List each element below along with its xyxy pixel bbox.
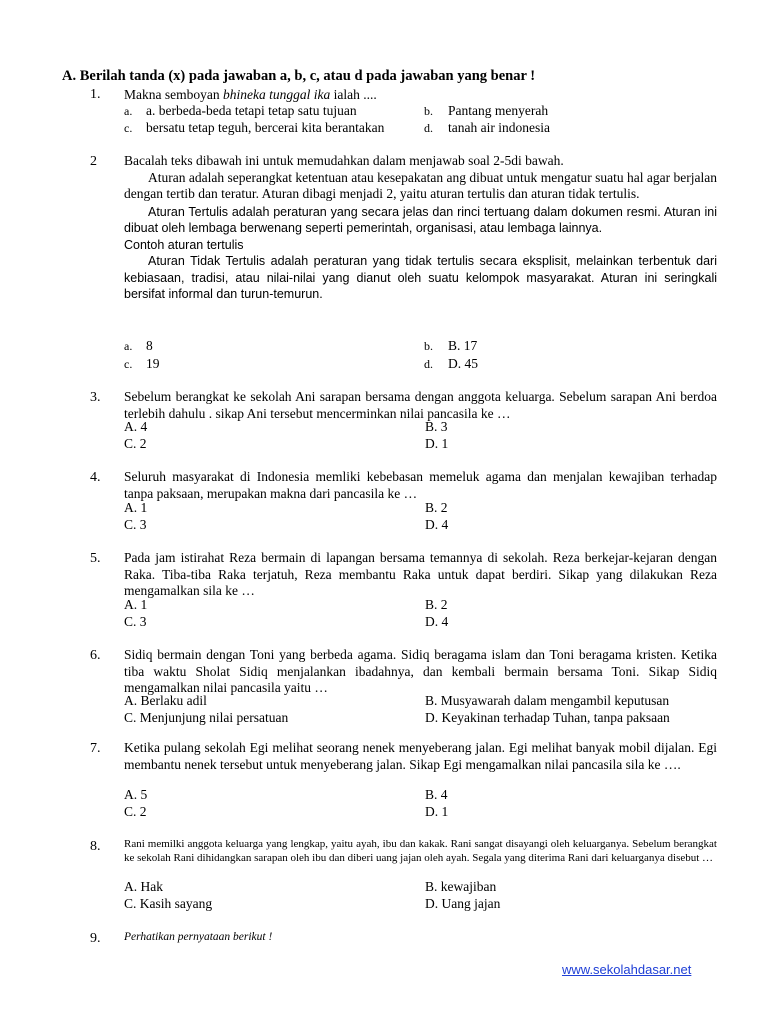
question-number: 9. (90, 931, 101, 946)
passage-intro: Bacalah teks dibawah ini untuk memudahkan dalam menjawab soal 2-5di bawah. (124, 153, 564, 168)
option-text: 19 (146, 356, 160, 371)
option-label: d. (424, 357, 433, 371)
question-stem: Perhatikan pernyataan berikut ! (124, 931, 273, 943)
option-text: B. 2 (425, 597, 448, 612)
option-text: A. 4 (124, 419, 148, 434)
passage-paragraph: Aturan adalah seperangkat ketentuan atau kesepakatan ang dibuat untuk mengatur suatu hal agar berjalan dengan tertib dan teratur. Aturan dibagi menjadi 2, yaitu aturan tertulis dan aturan tidak tertulis. (124, 169, 717, 201)
option-label: a. (124, 339, 133, 353)
option-label: a. (124, 104, 133, 118)
question-stem: Seluruh masyarakat di Indonesia memliki kebebasan memeluk agama dan menjalan kewajiban terhadap tanpa paksaan, merupakan makna dari pancasila ke … (124, 469, 717, 501)
question-stem: Pada jam istirahat Reza bermain di lapangan bersama temannya di sekolah. Reza berkejar-kejaran dengan Raka. Tiba-tiba Raka terjatuh, Reza membantu Raka untuk dapat berdiri. Sikap yang dilakukan Reza mengamalkan sila ke … (124, 550, 717, 598)
option-text: A. Berlaku adil (124, 693, 207, 708)
question-number: 7. (90, 741, 101, 756)
section-title: A. Berilah tanda (x) pada jawaban a, b, c, atau d pada jawaban yang benar ! (62, 68, 536, 84)
option-text: Pantang menyerah (448, 103, 549, 118)
option-text: A. Hak (124, 879, 163, 894)
option-text: D. 1 (425, 804, 449, 819)
stem-text: Makna semboyan (124, 87, 223, 102)
website-link[interactable]: www.sekolahdasar.net (562, 962, 692, 977)
question-number: 3. (90, 390, 101, 405)
passage-block (124, 204, 717, 303)
option-text: C. 2 (124, 436, 147, 451)
reading-passage (124, 153, 717, 303)
option-text: bersatu tetap teguh, bercerai kita berantakan (146, 120, 385, 135)
option-text: A. 1 (124, 500, 148, 515)
option-text: C. Menjunjung nilai persatuan (124, 710, 289, 725)
option-text: C. 3 (124, 614, 147, 629)
option-text: A. 1 (124, 597, 148, 612)
question-stem: Ketika pulang sekolah Egi melihat seorang nenek menyeberang jalan. Egi melihat banyak mobil dijalan. Egi membantu nenek tersebut untuk menyeberang jalan. Sikap Egi mengamalkan nilai pancasila sila ke …. (124, 740, 717, 772)
question-stem: Sebelum berangkat ke sekolah Ani sarapan bersama dengan anggota keluarga. Sebelum sarapan Ani berdoa terlebih dahulu . sikap Ani tersebut mencerminkan nilai pancasila ke … (124, 389, 717, 421)
question-number: 6. (90, 648, 101, 663)
option-text: B. Musyawarah dalam mengambil keputusan (425, 693, 670, 708)
option-text: C. Kasih sayang (124, 896, 213, 911)
option-text: D. 4 (425, 517, 449, 532)
question-stem: Sidiq bermain dengan Toni yang berbeda agama. Sidiq beragama islam dan Toni beragama kristen. Ketika tiba waktu Sholat Sidiq menjalankan ibadahnya, dan kembali bermain bersama Toni. Sikap Sidiq mengamalkan nilai pancasila yaitu … (124, 647, 717, 695)
option-label: b. (424, 339, 433, 353)
option-text: D. 1 (425, 436, 449, 451)
option-text: B. 4 (425, 787, 448, 802)
option-label: c. (124, 121, 133, 135)
option-text: D. Keyakinan terhadap Tuhan, tanpa paksaan (425, 710, 670, 725)
option-text: B. kewajiban (425, 879, 497, 894)
question-number: 5. (90, 551, 101, 566)
option-text: B. 17 (448, 338, 478, 353)
option-text: D. 4 (425, 614, 449, 629)
option-text: D. Uang jajan (425, 896, 501, 911)
option-text: a. berbeda-beda tetapi tetap satu tujuan (146, 103, 357, 118)
question-number: 8. (90, 839, 101, 854)
passage-paragraph: Contoh aturan tertulis (124, 237, 244, 252)
option-text: C. 3 (124, 517, 147, 532)
stem-italic-text: bhineka tunggal ika (222, 87, 331, 102)
option-text: B. 3 (425, 419, 448, 434)
option-label: b. (424, 104, 433, 118)
question-number: 2 (90, 154, 97, 169)
question-number: 4. (90, 470, 101, 485)
option-text: A. 5 (124, 787, 148, 802)
option-text: 8 (146, 338, 153, 353)
option-label: d. (424, 121, 433, 135)
question-stem (124, 87, 377, 104)
passage-paragraph: Aturan Tertulis adalah peraturan yang secara jelas dan rinci tertuang dalam dokumen resmi. Aturan ini dibuat oleh lembaga berwenang seperti pemerintah, organisasi, atau lembaga lainnya. (124, 204, 717, 235)
option-text: tanah air indonesia (448, 120, 550, 135)
option-text: C. 2 (124, 804, 147, 819)
passage-paragraph: Aturan Tidak Tertulis adalah peraturan yang tidak tertulis secara eksplisit, melainkan terbentuk dari kebiasaan, tradisi, atau nilai-nilai yang dianut oleh suatu kelompok masyarakat. Aturan ini seringkali bersifat informal dan turun-temurun. (124, 254, 717, 301)
question-number: 1. (90, 87, 101, 102)
option-label: c. (124, 357, 133, 371)
option-text: B. 2 (425, 500, 448, 515)
stem-text: ialah .... (330, 87, 377, 102)
question-stem: Rani memilki anggota keluarga yang lengkap, yaitu ayah, ibu dan kakak. Rani sangat disayangi oleh keluarganya. Sebelum berangkat ke sekolah Rani dihidangkan sarapan oleh ibu dan diberi uang jajan oleh ayah. Segala yang diterima Rani dari keluarganya disebut … (124, 838, 717, 864)
option-text: D. 45 (448, 356, 478, 371)
